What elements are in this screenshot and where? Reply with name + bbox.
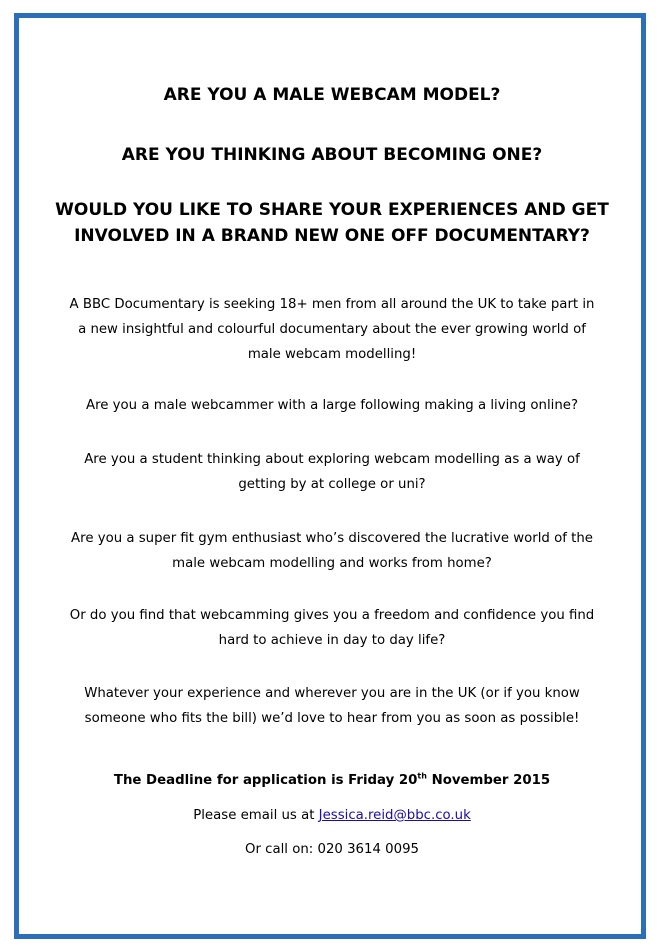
deadline-prefix: The Deadline for application is Friday 20 [113,773,418,788]
paragraph-line: hard to achieve in day to day life? [218,633,446,648]
phone-line: Or call on: 020 3614 0095 [244,842,419,857]
email-prefix: Please email us at [193,808,319,823]
email-line [0,803,664,828]
paragraph-freedom [34,603,630,653]
paragraph-line: Or do you find that webcamming gives you a freedom and confidence you find [69,608,595,623]
heading-line: WOULD YOU LIKE TO SHARE YOUR EXPERIENCES AND GET [55,200,609,220]
paragraph-line: someone who fits the bill) we’d love to hear from you as soon as possible! [84,711,580,726]
paragraph-line: Are you a male webcammer with a large following making a living online? [85,398,579,413]
heading-thinking-becoming: ARE YOU THINKING ABOUT BECOMING ONE? [121,145,543,165]
paragraph-gym [34,526,630,576]
paragraph-line: a new insightful and colourful documentary about the ever growing world of [78,322,586,337]
paragraph-line: Whatever your experience and wherever you are in the UK (or if you know [84,686,580,701]
paragraph-line: male webcam modelling and works from home? [172,556,492,571]
paragraph-line: A BBC Documentary is seeking 18+ men from all around the UK to take part in [69,297,595,312]
email-link[interactable]: Jessica.reid@bbc.co.uk [318,808,471,823]
heading-line: INVOLVED IN A BRAND NEW ONE OFF DOCUMENTARY? [74,226,590,246]
paragraph-webcammer [34,393,630,418]
paragraph-line: Are you a student thinking about exploring webcam modelling as a way of [84,452,580,467]
heading-share-experiences [0,197,664,249]
heading-male-webcam-model: ARE YOU A MALE WEBCAM MODEL? [163,85,501,105]
paragraph-line: Are you a super fit gym enthusiast who’s discovered the lucrative world of the [71,531,593,546]
deadline-suffix: November 2015 [426,773,551,788]
paragraph-student [34,447,630,497]
paragraph-line: getting by at college or uni? [238,477,426,492]
paragraph-line: male webcam modelling! [247,347,417,362]
paragraph-whatever [34,681,630,731]
deadline-superscript: th [417,771,427,781]
deadline-text [0,768,664,793]
paragraph-intro [34,292,630,367]
